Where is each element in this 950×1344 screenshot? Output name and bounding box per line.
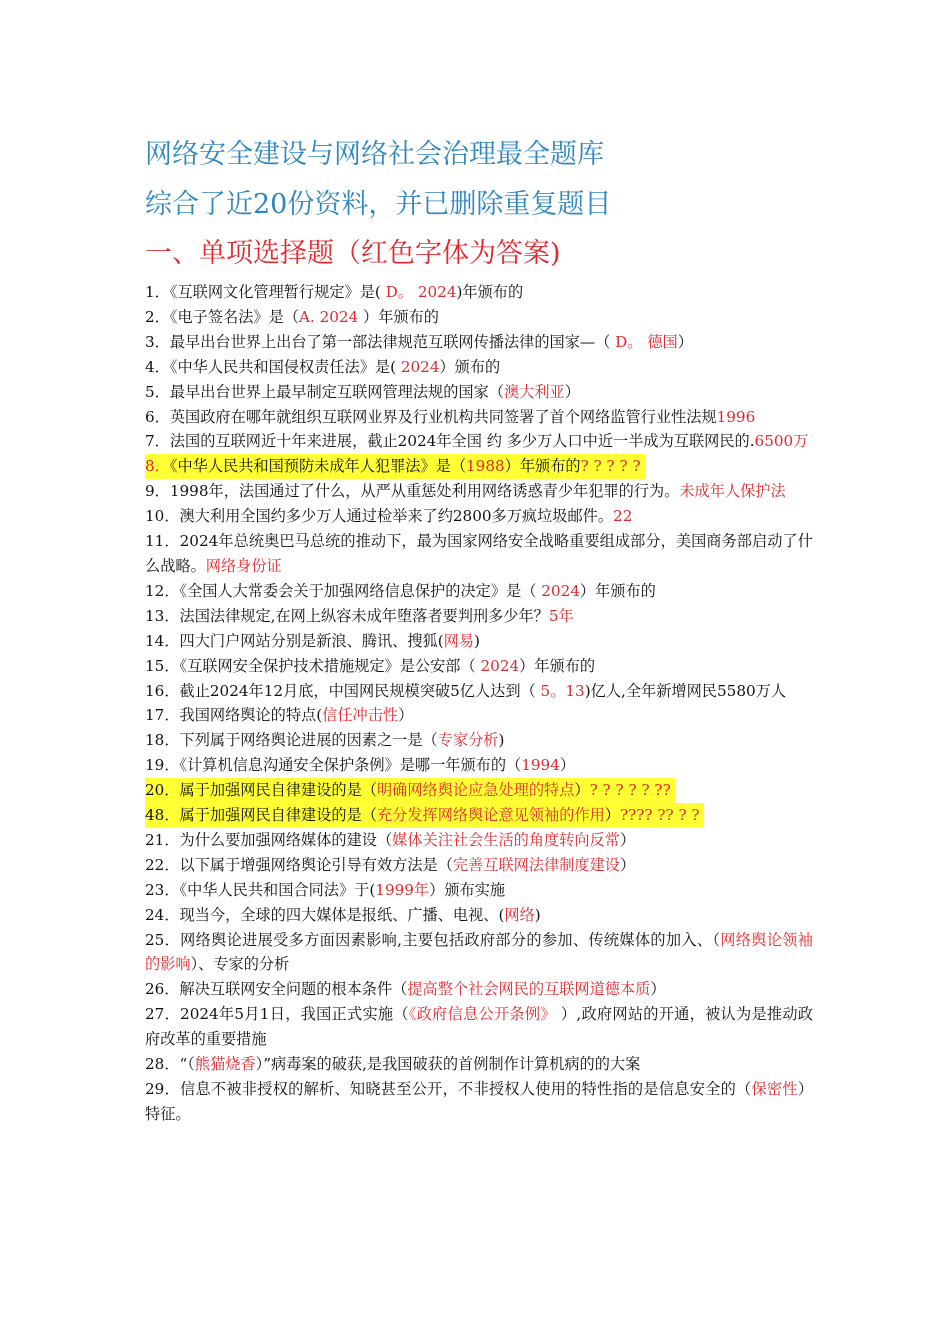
answer-text: 完善互联网法律制度建设 [452,855,620,874]
question-text [145,355,813,380]
question-item [145,280,813,305]
answer-text: 熊猫烧香 [194,1055,256,1074]
question-item [145,878,813,903]
question-fragment: ) [534,905,541,924]
question-item [145,380,813,405]
question-fragment: ）年颁布的 [579,581,656,600]
question-text [145,977,813,1002]
question-fragment: 26．解决互联网安全问题的根本条件（ [145,980,408,999]
answer-text: 1999年 [375,880,430,899]
question-fragment: 19．《计算机信息沟通安全保护条例》是哪一年颁布的（ [145,756,522,775]
question-fragment: ）、专家的分析 [190,955,290,974]
document-title: 网络安全建设与网络社会治理最全题库 [145,139,604,170]
question-fragment: ） [398,706,414,725]
question-fragment: 2．《电子签名法》是（ [145,307,299,326]
question-text [145,604,813,629]
question-fragment: ）”病毒案的破获,是我国破获的首例制作计算机病的的大案 [255,1055,641,1074]
highlighted-question-text [145,778,675,803]
question-item [145,803,813,828]
answer-text: 未成年人保护法 [679,482,786,501]
answer-text: 2024 [541,581,580,600]
answer-text: 6500万 [754,432,809,451]
question-fragment: 29．信息不被非授权的解析、知晓甚至公开，不非授权人使用的特性指的是信息安全的（ [145,1080,752,1098]
answer-text: 明确网络舆论应急处理的特点 [376,781,575,800]
question-fragment: 18．下列属于网络舆论进展的因素之一是（ [145,731,438,750]
question-fragment: ）年颁布的 [358,307,439,326]
question-fragment: ）特征。 [145,1080,814,1123]
question-fragment: ） [574,781,590,800]
answer-text: 5年 [548,606,574,625]
question-text [145,928,813,978]
question-item [145,629,813,654]
answer-text: 1996 [716,407,756,426]
question-text [145,878,813,903]
answer-text: ? ? ? ? ? ?? [589,781,671,800]
question-text [145,305,813,330]
question-fragment: ）颁布实施 [429,880,506,899]
question-item [145,429,813,454]
question-text [145,479,813,504]
question-text [145,1052,813,1077]
answer-text: 8． [145,457,170,476]
question-item [145,977,813,1002]
highlighted-question-text [145,803,704,828]
question-item [145,778,813,803]
question-fragment: 48．属于加强网民自律建设的是（ [145,806,377,825]
question-item [145,355,813,380]
answer-text: 信任冲击性 [322,706,399,725]
question-text [145,504,813,529]
question-item [145,305,813,330]
question-fragment: ） [677,332,693,351]
question-fragment: ） [650,980,666,999]
question-item [145,604,813,629]
answer-text: ???? ?? ? ? [619,806,700,825]
question-text [145,853,813,878]
question-fragment: 9．1998年，法国通过了什么，从严从重惩处利用网络诱惑青少年犯罪的行为。 [145,482,680,501]
question-text [145,429,813,454]
question-fragment: 16．截止2024年12月底，中国网民规模突破5亿人达到（ [145,681,541,700]
question-fragment: 7．法国的互联网近十年来进展，截止2024年全国 约 多少万人口中近一半成为互联网民的. [145,432,755,451]
question-text [145,330,813,355]
answer-text: 专家分析 [437,731,499,750]
answer-text: 5。13 [540,681,585,700]
question-fragment: 《中华人民共和国预防未成年人犯罪法》是（ [169,457,467,476]
answer-text: 2024 [480,656,520,675]
question-fragment: 1．《互联网文化管理暂行规定》是( [145,283,381,301]
question-item [145,1002,813,1052]
question-item [145,405,813,430]
answer-text: 1988 [466,457,505,476]
question-fragment: ）年颁布的 [519,656,596,675]
answer-text: 充分发挥网络舆论意见领袖的作用 [376,806,605,825]
answer-text: 22 [613,507,633,526]
question-fragment: ）年颁布的 [504,457,581,476]
question-fragment: 5．最早出台世界上最早制定互联网管理法规的国家（ [145,382,504,401]
question-text [145,654,813,679]
question-fragment: 6．英国政府在哪年就组织互联网业界及行业机构共同签署了首个网络监管行业性法规 [145,407,717,426]
question-item [145,579,813,604]
question-item [145,928,813,978]
section-heading: 一、单项选择题（红色字体为答案) [145,238,561,269]
answer-text: 网络 [504,905,535,924]
question-fragment: 23．《中华人民共和国合同法》于( [145,880,376,899]
question-text [145,629,813,654]
question-fragment: 11．2024年总统奥巴马总统的推动下，最为国家网络安全战略重要组成部分，美国商务部启动了什么战略。 [145,532,813,575]
question-text [145,828,813,853]
question-fragment: 25．网络舆论进展受多方面因素影响,主要包括政府部分的参加、传统媒体的加入、（ [145,930,721,949]
question-item [145,529,813,579]
question-item [145,903,813,928]
question-fragment: 3．最早出台世界上出台了第一部法律规范互联网传播法律的国家—（ [145,332,616,351]
question-item [145,753,813,778]
question-fragment: ） [619,855,636,874]
question-text [145,529,813,579]
question-item [145,1077,813,1127]
question-item [145,703,813,728]
question-fragment: ） [559,756,576,775]
question-fragment: 13．法国法律规定,在网上纵容未成年堕落者要判刑多少年？ [145,606,549,625]
question-text [145,728,813,753]
highlighted-question-text [145,454,645,479]
question-text [145,1002,813,1052]
question-item [145,479,813,504]
question-fragment: )亿人,全年新增网民5580万人 [584,681,787,700]
question-fragment: ） [564,382,580,401]
answer-text: 媒体关注社会生活的角度转向反常 [392,830,620,849]
answer-text: 网易 [443,631,475,650]
answer-text: 提高整个社会网民的互联网道德本质 [407,980,651,999]
question-fragment: 24．现当今，全球的四大媒体是报纸、广播、电视、( [145,905,505,924]
answer-text: D。 德国 [615,332,678,351]
question-fragment: ）颁布的 [439,357,501,376]
question-fragment: 22．以下属于增强网络舆论引导有效方法是（ [145,855,453,874]
question-item [145,1052,813,1077]
question-fragment: 12．《全国人大常委会关于加强网络信息保护的决定》是（ [145,581,542,600]
answer-text: 保密性 [751,1080,798,1098]
question-item [145,654,813,679]
question-fragment: ） [604,806,620,825]
document-subtitle: 综合了近20份资料，并已删除重复题目 [145,189,612,220]
question-text [145,280,813,305]
question-fragment: 15．《互联网安全保护技术措施规定》是公安部（ [145,656,481,675]
answer-text: D。 2024 [380,283,457,301]
question-item [145,728,813,753]
answer-text: 网络身份证 [205,556,282,575]
question-fragment: 21．为什么要加强网络媒体的建设（ [145,830,393,849]
answer-text: 《政府信息公开条例》 [408,1005,556,1024]
question-text [145,903,813,928]
question-text [145,380,813,405]
answer-text: 澳大利亚 [503,382,565,401]
answer-text: ? ? ? ? ? [580,457,641,476]
question-text [145,405,813,430]
question-list [145,280,813,1127]
question-text [145,679,813,704]
question-text [145,579,813,604]
question-item [145,828,813,853]
answer-text: 2024 [396,357,440,376]
question-fragment: 14．四大门户网站分别是新浪、腾讯、搜狐( [145,631,444,650]
question-item [145,679,813,704]
question-fragment: 20．属于加强网民自律建设的是（ [145,781,377,800]
question-fragment: 17．我国网络舆论的特点( [145,706,323,725]
question-fragment: 27．2024年5月1日，我国正式实施（ [145,1005,409,1024]
question-text [145,703,813,728]
question-fragment: )年颁布的 [456,283,524,301]
question-fragment: ）,政府网站的开通，被认为是推动政府改革的重要措施 [145,1005,813,1049]
question-fragment: 28．“（ [145,1055,195,1074]
question-item [145,330,813,355]
question-fragment: ) [498,731,505,750]
question-text [145,1077,813,1127]
question-fragment: ） [619,830,636,849]
answer-text: 1994 [521,756,560,775]
question-item [145,853,813,878]
answer-text: A. 2024 [298,307,359,326]
question-fragment: 4．《中华人民共和国侵权责任法》是( [145,357,396,376]
document-content [145,130,813,1127]
question-text [145,753,813,778]
question-item [145,454,813,479]
question-item [145,504,813,529]
question-fragment: 10．澳大利用全国约多少万人通过检举来了约2800多万疯垃圾邮件。 [145,507,614,526]
question-fragment: ) [474,631,480,650]
answer-text: 网络舆论领袖的影响 [145,930,813,974]
